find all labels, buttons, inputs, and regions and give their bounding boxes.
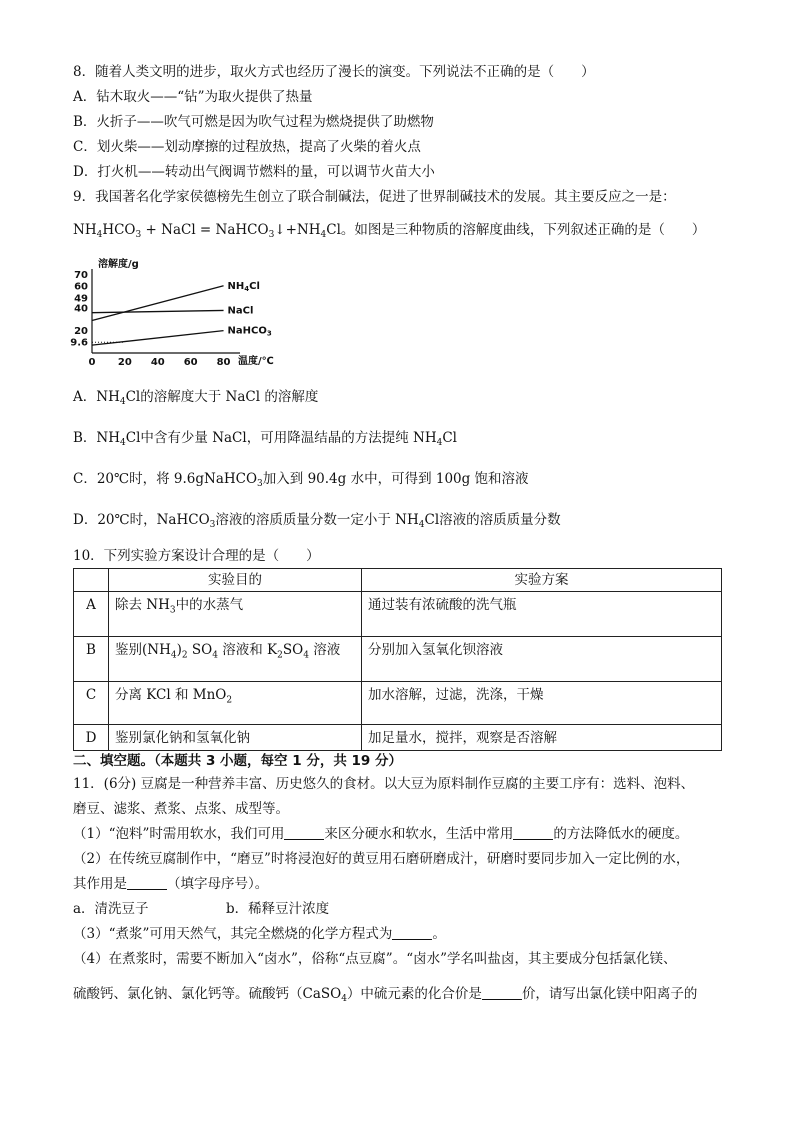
chart-xlabel: 温度/℃: [238, 356, 274, 367]
table-row: A 除去 $NH_3$中的水蒸气 通过装有浓硫酸的洗气瓶: [74, 592, 722, 637]
curve-nahco3: [92, 331, 224, 346]
x-tick-label: 40: [150, 357, 165, 368]
q11-part-2-line-2: 其作用是 （填字母序号）。: [73, 876, 269, 892]
q11-intro-2: 磨豆、滤浆、煮浆、点浆、成型等。: [73, 801, 289, 817]
q11-part-1: （1）“泡料”时需用软水，我们可用 来区分硬水和软水，生活中常用 的方法降低水的硬度。: [73, 826, 689, 842]
x-tick-label: 80: [216, 357, 231, 368]
curve-nacl: [92, 310, 224, 312]
answer-blank: [284, 827, 324, 840]
q9-equation-line: $NH_4HCO_3$ + NaCl = $NaHCO_3↓+NH_4Cl$。如图是三种物质的溶解度曲线，下列叙述正确的是（ ）: [73, 222, 706, 240]
y-tick-label: 9.6: [70, 337, 88, 349]
header-purpose: 实验目的: [109, 569, 362, 592]
series-label: $NH_4Cl$: [227, 280, 260, 293]
q8-option-b: B．火折子——吹气可燃是因为吹气过程为燃烧提供了助燃物: [73, 114, 434, 130]
q8-option-d: D．打火机——转动出气阀调节燃料的量，可以调节火苗大小: [73, 164, 435, 180]
reaction-equation: $NH_4HCO_3$ + NaCl = $NaHCO_3↓+NH_4Cl$: [73, 222, 341, 240]
answer-blank: [482, 987, 522, 1000]
section-title: 二、填空题。（本题共 3 小题，每空 1 分，共 19 分）: [73, 753, 403, 769]
y-tick-labels: [70, 270, 88, 349]
q9-option-a: A．$NH_4Cl$的溶解度大于 NaCl 的溶解度: [73, 389, 319, 407]
q9-stem: 9．我国著名化学家侯德榜先生创立了联合制碱法，促进了世界制碱技术的发展。其主要反应之一是：: [73, 189, 676, 205]
y-tick-label: 40: [74, 303, 88, 315]
series-label: NaHCO$_3$: [227, 325, 272, 338]
y-tick-label: 70: [74, 270, 88, 282]
answer-blank: [392, 927, 432, 940]
table-header-row: [74, 569, 722, 592]
header-plan: 实验方案: [362, 569, 722, 592]
q10-stem: 10．下列实验方案设计合理的是（ ）: [73, 548, 320, 564]
q11-intro-1: 11．(6分) 豆腐是一种营养丰富、历史悠久的食材。以大豆为原料制作豆腐的主要工序有：选料、泡料、: [73, 776, 695, 792]
answer-blank: [513, 827, 553, 840]
solubility-chart: [68, 255, 278, 370]
chart-ylabel: 溶解度/g: [98, 259, 139, 270]
q8-option-c: C．划火柴——划动摩擦的过程放热，提高了火柴的着火点: [73, 139, 421, 155]
q11-part-4-line-1: （4）在煮浆时，需要不断加入“卤水”，俗称“点豆腐”。“卤水”学名叫盐卤，其主要成分包括氯化镁、: [73, 951, 677, 967]
q11-part-2-line-1: （2）在传统豆腐制作中，“磨豆”时将浸泡好的黄豆用石磨研磨成汁，研磨时要同步加入一定比例的水，: [73, 851, 690, 867]
q11-part-4-line-2: 硫酸钙、氯化钠、氯化钙等。硫酸钙（CaSO$_4$）中硫元素的化合价是 价，请写出氯化镁中阳离子的: [73, 986, 698, 1004]
q9-option-b: B．$NH_4Cl$中含有少量 NaCl，可用降温结晶的方法提纯 $NH_4Cl$: [73, 430, 457, 448]
y-tick-label: 49: [74, 293, 88, 305]
table-row: D 鉴别氯化钠和氢氧化钠 加足量水，搅拌，观察是否溶解: [74, 725, 722, 751]
x-tick-label: 60: [183, 357, 198, 368]
curves: [92, 281, 272, 345]
answer-blank: [127, 877, 167, 890]
x-tick-label: 0: [88, 357, 96, 368]
table-row: C 分离 KCl 和 MnO$_2$ 加水溶解，过滤，洗涤，干燥: [74, 682, 722, 725]
q11-part-3: （3）“煮浆”可用天然气，其完全燃烧的化学方程式为 。: [73, 926, 446, 942]
q8-stem: 8．随着人类文明的进步，取火方式也经历了漫长的演变。下列说法不正确的是（ ）: [73, 64, 595, 80]
q10-table: [73, 568, 722, 751]
q11-option-b: b．稀释豆汁浓度: [226, 901, 330, 917]
series-label: NaCl: [227, 305, 254, 317]
curve-nh4cl: [92, 286, 224, 321]
q9-option-c: C．20℃时，将 9.6gNaHCO$_3$加入到 90.4g 水中，可得到 100g 饱和溶液: [73, 471, 529, 489]
y-tick-label: 60: [74, 281, 88, 293]
x-tick-labels: [89, 357, 231, 368]
x-tick-label: 20: [117, 357, 132, 368]
q8-option-a: A．钻木取火——“钻”为取火提供了热量: [73, 89, 313, 105]
y-tick-label: 20: [74, 326, 88, 338]
table-row: B 鉴别$(NH_4)_2$ $SO_4$ 溶液和 $K_2SO_4$ 溶液 分别加入氢氧化钡溶液: [74, 637, 722, 682]
q9-option-d: D．20℃时，NaHCO$_3$溶液的溶质质量分数一定小于 $NH_4Cl$溶液的溶质质量分数: [73, 512, 561, 530]
q11-option-a: a．清洗豆子: [73, 901, 149, 917]
